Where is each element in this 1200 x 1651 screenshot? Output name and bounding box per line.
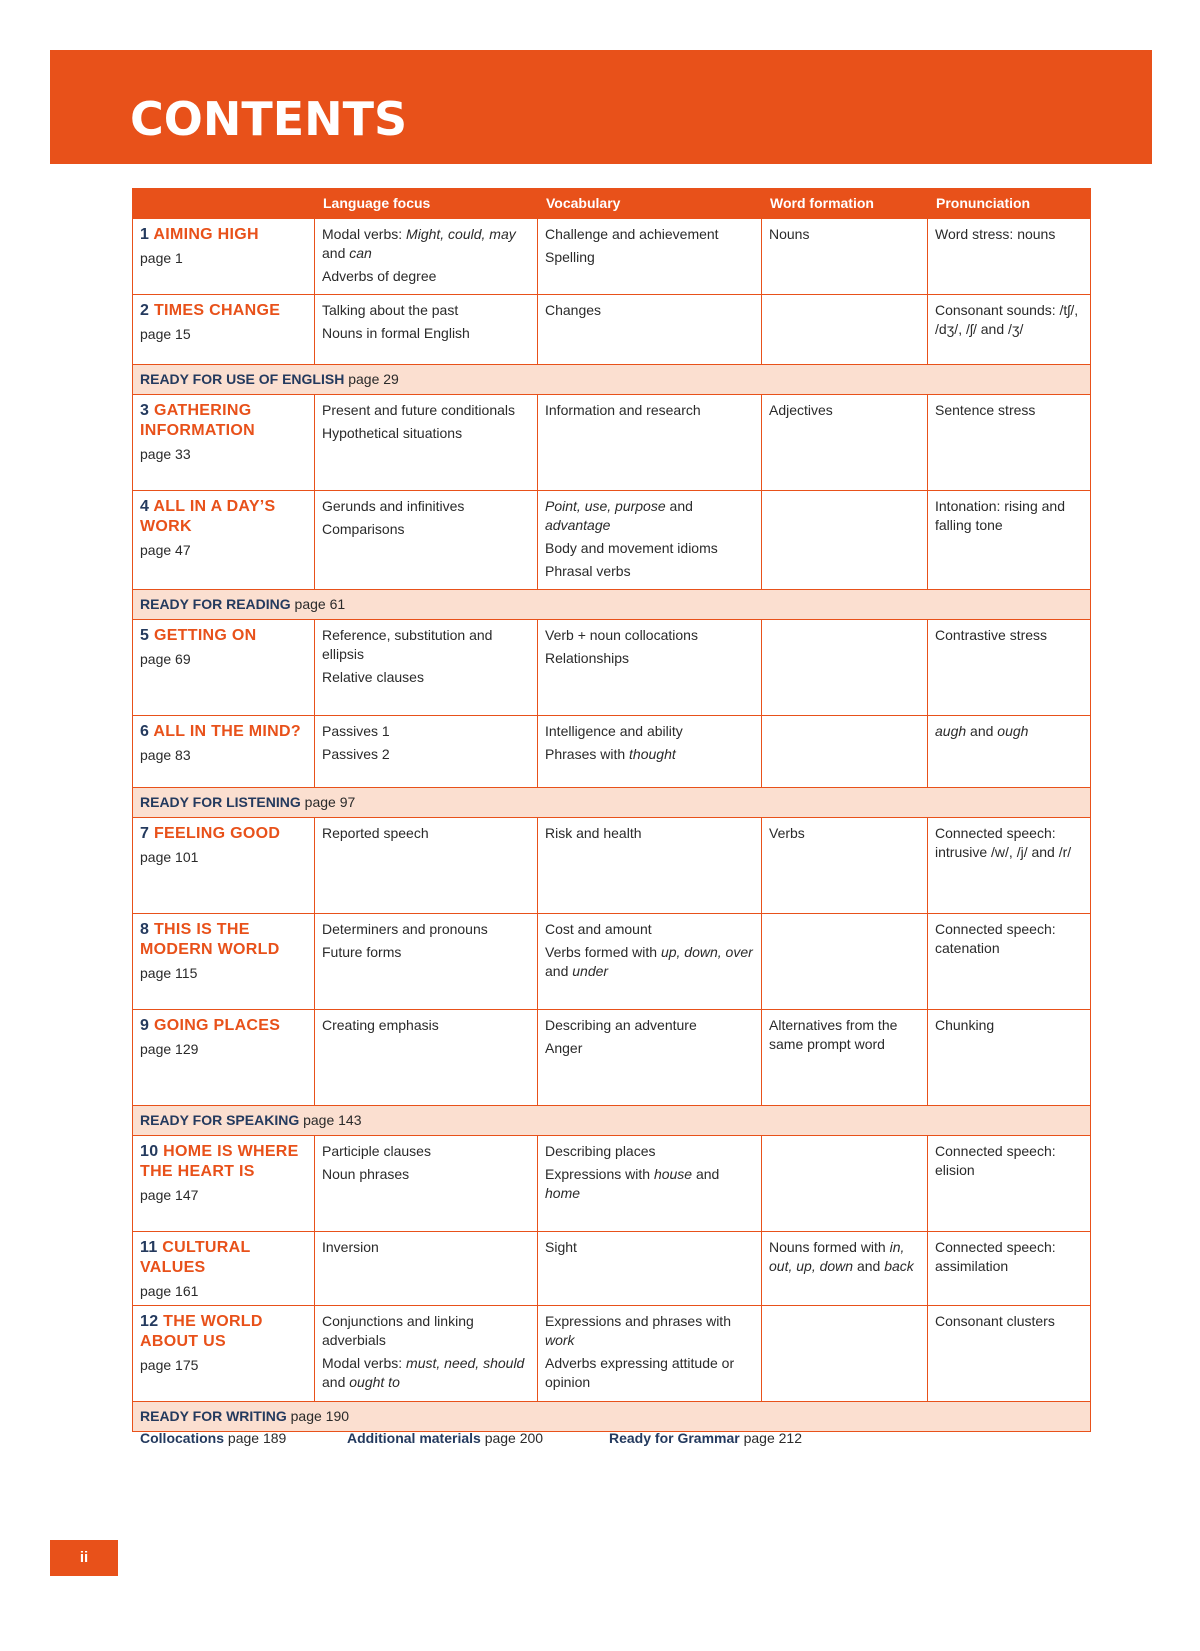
unit-row: [133, 491, 1091, 590]
unit-cell: [133, 1010, 315, 1106]
unit-title: HOME IS WHERE THE HEART IS: [140, 1143, 299, 1180]
pron-item: Word stress: nouns: [935, 226, 1056, 242]
word-cell: [762, 1306, 928, 1402]
language-item: Relative clauses: [322, 669, 424, 685]
pron-cell: [928, 1010, 1091, 1106]
column-header: Language focus: [315, 189, 538, 219]
language-cell: [315, 620, 538, 716]
ready-label: READY FOR READING: [140, 596, 291, 612]
ready-section: [133, 590, 1091, 620]
unit-row: [133, 219, 1091, 295]
ready-section: [133, 788, 1091, 818]
vocab-cell: [538, 295, 762, 365]
vocab-item: Describing an adventure: [545, 1017, 697, 1033]
unit-page: page 115: [140, 965, 198, 981]
column-header: Word formation: [762, 189, 928, 219]
ready-section: [133, 1106, 1091, 1136]
unit-number: 12: [140, 1313, 159, 1330]
vocab-item: Verb + noun collocations: [545, 627, 698, 643]
language-item: Participle clauses: [322, 1143, 431, 1159]
unit-cell: [133, 295, 315, 365]
vocab-item: Sight: [545, 1239, 577, 1255]
pron-item: Consonant sounds: /tʃ/, /dʒ/, /ʃ/ and /ʒ/: [935, 302, 1079, 337]
vocab-cell: [538, 914, 762, 1010]
unit-cell: [133, 395, 315, 491]
vocab-item: Anger: [545, 1040, 583, 1056]
column-header: [133, 189, 315, 219]
language-item: Hypothetical situations: [322, 425, 463, 441]
unit-row: [133, 716, 1091, 788]
unit-page: page 1: [140, 250, 183, 266]
unit-cell: [133, 219, 315, 295]
ready-label: READY FOR USE OF ENGLISH: [140, 371, 345, 387]
ready-page: page 190: [290, 1408, 350, 1424]
pron-item: Connected speech: assimilation: [935, 1239, 1056, 1274]
unit-row: [133, 818, 1091, 914]
unit-page: page 129: [140, 1041, 199, 1057]
pron-cell: [928, 395, 1091, 491]
footer-item-ready-for-grammar: Ready for Grammar page 212: [609, 1430, 803, 1446]
vocab-item: Spelling: [545, 249, 595, 265]
vocab-item: Adverbs expressing attitude or opinion: [545, 1355, 735, 1390]
word-cell: [762, 818, 928, 914]
unit-row: [133, 1232, 1091, 1306]
language-cell: [315, 818, 538, 914]
pron-cell: [928, 219, 1091, 295]
ready-row: [133, 1402, 1091, 1432]
unit-number: 6: [140, 723, 150, 740]
vocab-item: Expressions and phrases with work: [545, 1313, 731, 1348]
language-item: Present and future conditionals: [322, 402, 516, 418]
unit-title: GOING PLACES: [153, 1017, 281, 1034]
table-header-row: [133, 189, 1091, 219]
ready-page: page 143: [303, 1112, 362, 1128]
pron-item: Sentence stress: [935, 402, 1036, 418]
unit-number: 7: [140, 825, 150, 842]
vocab-cell: [538, 1010, 762, 1106]
unit-number: 3: [140, 402, 150, 419]
pron-item: augh and ough: [935, 723, 1029, 739]
footer-item-collocations: Collocations page 189: [140, 1430, 287, 1446]
word-cell: [762, 219, 928, 295]
vocab-item: Risk and health: [545, 825, 642, 841]
language-item: Nouns in formal English: [322, 325, 470, 341]
unit-row: [133, 914, 1091, 1010]
language-item: Talking about the past: [322, 302, 459, 318]
unit-page: page 83: [140, 747, 191, 763]
unit-number: 11: [140, 1239, 158, 1256]
ready-page: page 61: [294, 596, 346, 612]
language-item: Reference, substitution and ellipsis: [322, 627, 493, 662]
language-item: Creating emphasis: [322, 1017, 439, 1033]
pron-item: Connected speech: catenation: [935, 921, 1056, 956]
ready-label: READY FOR LISTENING: [140, 794, 301, 810]
contents-table: [132, 188, 1091, 1432]
unit-number: 5: [140, 627, 150, 644]
vocab-cell: [538, 818, 762, 914]
vocab-item: Cost and amount: [545, 921, 652, 937]
unit-title: GETTING ON: [153, 627, 257, 644]
ready-label: READY FOR WRITING: [140, 1408, 287, 1424]
pron-item: Chunking: [935, 1017, 995, 1033]
language-cell: [315, 914, 538, 1010]
unit-row: [133, 1306, 1091, 1402]
language-item: Gerunds and infinitives: [322, 498, 465, 514]
ready-row: [133, 788, 1091, 818]
unit-title: TIMES CHANGE: [153, 302, 281, 319]
unit-title: THIS IS THE MODERN WORLD: [140, 921, 280, 958]
pron-cell: [928, 914, 1091, 1010]
pron-cell: [928, 620, 1091, 716]
pron-cell: [928, 1232, 1091, 1306]
ready-row: [133, 365, 1091, 395]
ready-page: page 29: [348, 371, 399, 387]
ready-page: page 97: [304, 794, 356, 810]
word-item: Alternatives from the same prompt word: [769, 1017, 898, 1052]
pron-cell: [928, 818, 1091, 914]
vocab-item: Phrases with thought: [545, 746, 676, 762]
language-item: Future forms: [322, 944, 402, 960]
unit-cell: [133, 818, 315, 914]
word-cell: [762, 1010, 928, 1106]
word-cell: [762, 620, 928, 716]
unit-number: 8: [140, 921, 150, 938]
language-cell: [315, 1232, 538, 1306]
vocab-item: Changes: [545, 302, 602, 318]
vocab-item: Point, use, purpose and advantage: [545, 498, 693, 533]
vocab-cell: [538, 1136, 762, 1232]
page-title: CONTENTS: [130, 92, 408, 146]
language-item: Modal verbs: Might, could, may and can: [322, 226, 516, 261]
pron-item: Intonation: rising and falling tone: [935, 498, 1065, 533]
language-cell: [315, 295, 538, 365]
pron-cell: [928, 1306, 1091, 1402]
pron-cell: [928, 295, 1091, 365]
ready-label: READY FOR SPEAKING: [140, 1112, 300, 1128]
unit-page: page 175: [140, 1357, 199, 1373]
language-item: Passives 1: [322, 723, 390, 739]
page-number: ii: [50, 1540, 118, 1576]
unit-title: ALL IN A DAY’S WORK: [140, 498, 276, 535]
unit-page: page 161: [140, 1283, 199, 1299]
word-cell: [762, 395, 928, 491]
word-item: Adjectives: [769, 402, 833, 418]
vocab-item: Challenge and achievement: [545, 226, 719, 242]
pron-cell: [928, 716, 1091, 788]
unit-row: [133, 1136, 1091, 1232]
unit-page: page 47: [140, 542, 191, 558]
pron-item: Connected speech: intrusive /w/, /j/ and /r/: [935, 825, 1072, 860]
word-cell: [762, 1232, 928, 1306]
pron-item: Connected speech: elision: [935, 1143, 1056, 1178]
vocab-item: Body and movement idioms: [545, 540, 718, 556]
word-item: Nouns: [769, 226, 810, 242]
unit-number: 1: [140, 226, 150, 243]
language-cell: [315, 1136, 538, 1232]
word-cell: [762, 295, 928, 365]
word-item: Nouns formed with in, out, up, down and back: [769, 1239, 914, 1274]
unit-cell: [133, 491, 315, 590]
ready-row: [133, 590, 1091, 620]
unit-page: page 101: [140, 849, 199, 865]
unit-title: FEELING GOOD: [153, 825, 281, 842]
unit-cell: [133, 1306, 315, 1402]
unit-page: page 69: [140, 651, 191, 667]
unit-cell: [133, 914, 315, 1010]
pron-item: Consonant clusters: [935, 1313, 1055, 1329]
word-cell: [762, 1136, 928, 1232]
contents-banner: [50, 50, 1152, 164]
language-cell: [315, 1306, 538, 1402]
vocab-item: Information and research: [545, 402, 701, 418]
unit-title: THE WORLD ABOUT US: [140, 1313, 263, 1350]
word-item: Verbs: [769, 825, 805, 841]
vocab-item: Expressions with house and home: [545, 1166, 720, 1201]
vocab-item: Relationships: [545, 650, 630, 666]
column-header: Vocabulary: [538, 189, 762, 219]
ready-row: [133, 1106, 1091, 1136]
unit-row: [133, 1010, 1091, 1106]
language-item: Comparisons: [322, 521, 405, 537]
vocab-cell: [538, 1232, 762, 1306]
footer-item-additional-materials: Additional materials page 200: [347, 1430, 544, 1446]
vocab-cell: [538, 716, 762, 788]
language-item: Modal verbs: must, need, should and ought to: [322, 1355, 525, 1390]
language-cell: [315, 491, 538, 590]
unit-cell: [133, 1232, 315, 1306]
vocab-cell: [538, 219, 762, 295]
unit-title: GATHERING INFORMATION: [140, 402, 255, 439]
unit-cell: [133, 1136, 315, 1232]
ready-section: [133, 365, 1091, 395]
language-item: Adverbs of degree: [322, 268, 437, 284]
language-item: Inversion: [322, 1239, 379, 1255]
column-header: Pronunciation: [928, 189, 1091, 219]
unit-number: 4: [140, 498, 150, 515]
language-cell: [315, 219, 538, 295]
language-item: Determiners and pronouns: [322, 921, 488, 937]
unit-cell: [133, 620, 315, 716]
vocab-cell: [538, 1306, 762, 1402]
unit-number: 2: [140, 302, 150, 319]
vocab-cell: [538, 491, 762, 590]
vocab-item: Verbs formed with up, down, over and under: [545, 944, 753, 979]
language-item: Reported speech: [322, 825, 429, 841]
pron-cell: [928, 491, 1091, 590]
unit-title: ALL IN THE MIND?: [153, 723, 301, 740]
language-item: Passives 2: [322, 746, 390, 762]
unit-page: page 33: [140, 446, 191, 462]
unit-title: CULTURAL VALUES: [140, 1239, 251, 1276]
unit-cell: [133, 716, 315, 788]
language-item: Conjunctions and linking adverbials: [322, 1313, 474, 1348]
word-cell: [762, 491, 928, 590]
vocab-item: Intelligence and ability: [545, 723, 683, 739]
vocab-item: Describing places: [545, 1143, 656, 1159]
unit-row: [133, 620, 1091, 716]
vocab-item: Phrasal verbs: [545, 563, 631, 579]
language-cell: [315, 1010, 538, 1106]
ready-section: [133, 1402, 1091, 1432]
pron-cell: [928, 1136, 1091, 1232]
language-cell: [315, 395, 538, 491]
unit-title: AIMING HIGH: [153, 226, 259, 243]
unit-row: [133, 395, 1091, 491]
vocab-cell: [538, 620, 762, 716]
unit-page: page 147: [140, 1187, 199, 1203]
unit-number: 10: [140, 1143, 159, 1160]
vocab-cell: [538, 395, 762, 491]
word-cell: [762, 914, 928, 1010]
pron-item: Contrastive stress: [935, 627, 1048, 643]
language-cell: [315, 716, 538, 788]
unit-number: 9: [140, 1017, 150, 1034]
unit-page: page 15: [140, 326, 191, 342]
word-cell: [762, 716, 928, 788]
language-item: Noun phrases: [322, 1166, 410, 1182]
unit-row: [133, 295, 1091, 365]
